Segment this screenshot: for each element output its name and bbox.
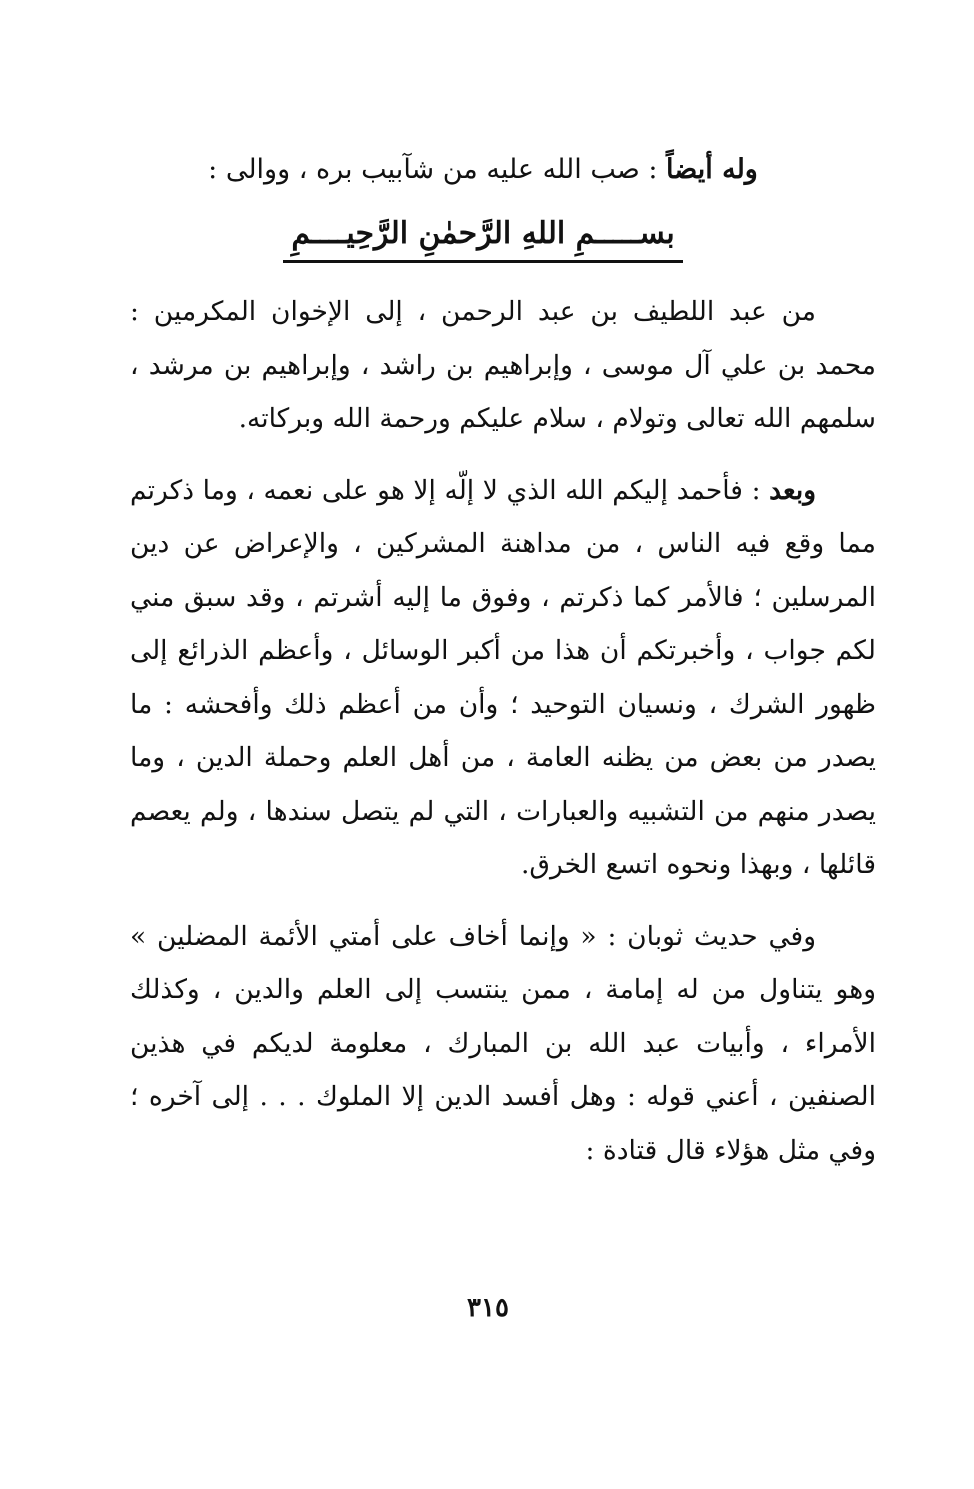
page-number: ٣١٥ (467, 1293, 509, 1323)
basmala-text: بســـــمِ اللهِ الرَّحمٰنِ الرَّحِيــــمِ (283, 212, 682, 263)
paragraph-2 (130, 464, 876, 892)
paragraph-2-lead: وبعد (769, 474, 816, 506)
paragraph-3-text: وفي حديث ثوبان : « وإنما أخاف على أمتي الأئمة المضلين » وهو يتناول من له إمامة ، ممن ينتسب إلى العلم والدين ، وكذلك الأمراء ، وأبيات عبد الله بن المبارك ، معلومة لديكم في هذين الصنفين ، أعني قوله : وهل أفسد الدين إلا الملوك . . . إلى آخره ؛ وفي مثل هؤلاء قال قتادة : (130, 920, 876, 1166)
paragraph-3 (130, 910, 876, 1178)
letter-heading (130, 140, 876, 200)
basmala-ornament (130, 212, 876, 263)
paragraph-1 (130, 285, 876, 446)
paragraph-1-text: من عبد اللطيف بن عبد الرحمن ، إلى الإخوان المكرمين : محمد بن علي آل موسى ، وإبراهيم بن راشد ، وإبراهيم بن مرشد ، سلمهم الله تعالى وتولام ، سلام عليكم ورحمة الله وبركاته. (130, 296, 876, 434)
heading-text: : صب الله عليه من شآبيب بره ، ووالى : (208, 154, 667, 185)
document-page (130, 140, 876, 1470)
paragraph-2-text: : فأحمد إليكم الله الذي لا إلّه إلا هو على نعمه ، وما ذكرتم مما وقع فيه الناس ، من مداهنة المشركين ، والإعراض عن دين المرسلين ؛ فالأمر كما ذكرتم ، وفوق ما إليه أشرتم ، وقد سبق مني لكم جواب ، وأخبرتكم أن هذا من أكبر الوسائل ، وأعظم الذرائع إلى ظهور الشرك ، ونسيان التوحيد ؛ وأن من أعظم ذلك وأفحشه : ما يصدر من بعض من يظنه العامة ، من أهل العلم وحملة الدين ، وما يصدر منهم من التشبيه والعبارات ، التي لم يتصل سندها ، ولم يعصم قائلها ، وبهذا ونحوه اتسع الخرق. (130, 474, 876, 880)
heading-bold-lead: وله أيضاً (666, 154, 758, 185)
